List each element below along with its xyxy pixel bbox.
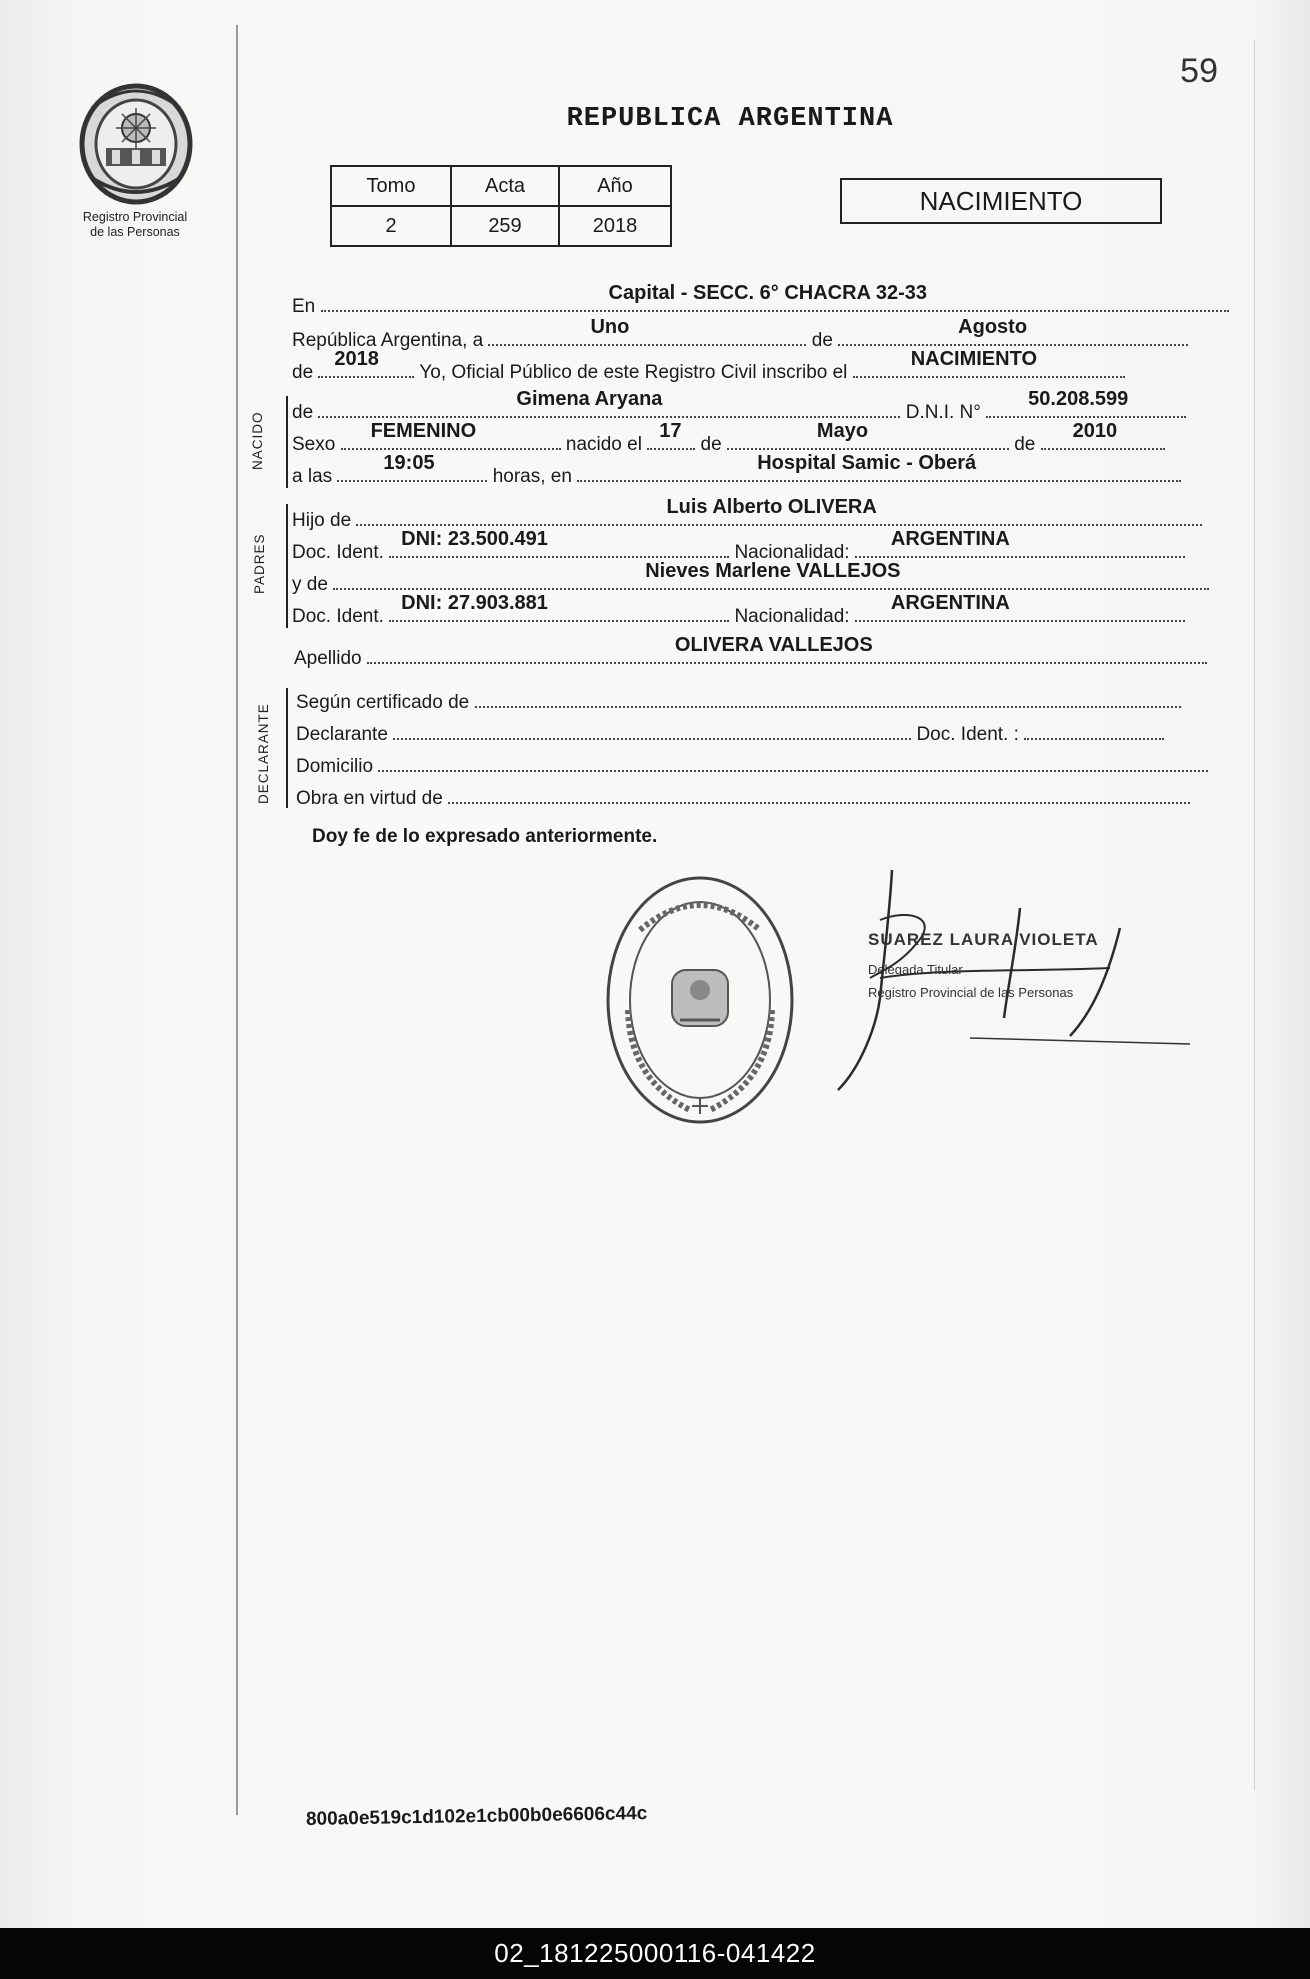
mother-name-field xyxy=(333,560,1209,590)
mother-doc-label: Doc. Ident. xyxy=(292,606,384,627)
row-date xyxy=(292,316,1188,352)
birth-time-value: 19:05 xyxy=(383,452,435,474)
hijo-de-label: Hijo de xyxy=(292,510,352,531)
acta-header: Acta xyxy=(451,166,559,206)
acta-value: 259 xyxy=(451,206,559,246)
file-id-bar: 02_181225000116-041422 xyxy=(0,1928,1310,1979)
registry-name xyxy=(60,210,210,240)
father-nationality-field xyxy=(855,528,1185,558)
declarante-field xyxy=(393,718,911,740)
row-obra xyxy=(296,782,1190,810)
apellido-value: OLIVERA VALLEJOS xyxy=(674,634,873,656)
act-type-box: NACIMIENTO xyxy=(840,178,1162,224)
obra-field xyxy=(448,782,1190,804)
tomo-header: Tomo xyxy=(331,166,451,206)
mother-nationality-value: ARGENTINA xyxy=(890,592,1010,614)
misiones-coat-of-arms-icon xyxy=(72,78,200,208)
document-hash: 800a0e519c1d102e1cb00b0e6606c44c xyxy=(305,1803,648,1830)
padres-bracket xyxy=(286,504,288,628)
birth-place-field xyxy=(577,452,1181,482)
declarante-bracket xyxy=(286,688,288,808)
mother-doc-value: DNI: 27.903.881 xyxy=(401,592,548,614)
registry-name-line1: Registro Provincial xyxy=(82,210,188,224)
nacido-bracket xyxy=(286,396,288,488)
father-nationality-label: Nacionalidad: xyxy=(734,542,850,563)
officer-text: Yo, Oficial Público de este Registro Civil inscribo el xyxy=(419,362,848,383)
declarante-doc-field xyxy=(1024,718,1164,740)
tomo-value: 2 xyxy=(331,206,451,246)
ano-header: Año xyxy=(559,166,671,206)
father-name-field xyxy=(356,496,1202,526)
birth-de-label-2: de xyxy=(1014,434,1036,455)
father-name-value: Luis Alberto OLIVERA xyxy=(666,496,877,518)
row-declarante xyxy=(296,718,1164,746)
birth-month-field xyxy=(727,420,1009,450)
signature-org: Registro Provincial de las Personas xyxy=(868,985,1074,1000)
birth-day-value: 17 xyxy=(659,420,682,442)
registry-table xyxy=(330,165,672,247)
en-label: En xyxy=(292,296,316,317)
sexo-value: FEMENINO xyxy=(370,420,477,442)
dni-value: 50.208.599 xyxy=(1028,388,1129,410)
row-year xyxy=(292,348,1125,384)
domicilio-label: Domicilio xyxy=(296,756,374,777)
father-doc-field xyxy=(389,528,729,558)
segun-certificado-field xyxy=(475,686,1181,708)
father-doc-value: DNI: 23.500.491 xyxy=(401,528,548,550)
sexo-field xyxy=(341,420,561,450)
birth-place-value: Hospital Samic - Oberá xyxy=(757,452,977,474)
year-label: de xyxy=(292,362,314,383)
sexo-label: Sexo xyxy=(292,434,336,455)
child-name-field xyxy=(318,388,900,418)
place-value: Capital - SECC. 6° CHACRA 32-33 xyxy=(608,282,927,304)
dni-field xyxy=(986,388,1186,418)
row-apellido xyxy=(294,634,1207,670)
ano-value: 2018 xyxy=(559,206,671,246)
registry-table-value-row xyxy=(331,206,671,246)
apellido-field xyxy=(367,634,1207,664)
row-mother-doc xyxy=(292,592,1185,628)
nacido-el-label: nacido el xyxy=(565,434,642,455)
mother-name-value: Nieves Marlene VALLEJOS xyxy=(645,560,901,582)
padres-section-label: PADRES xyxy=(252,533,267,594)
birth-de-label: de xyxy=(700,434,722,455)
row-domicilio xyxy=(296,750,1208,778)
handwritten-signature-icon xyxy=(820,868,1200,1098)
de-label: de xyxy=(811,330,833,351)
declarante-section-label: DECLARANTE xyxy=(256,703,271,804)
day-field xyxy=(488,316,806,346)
birth-time-field xyxy=(337,452,487,482)
birth-day-field xyxy=(647,420,695,450)
birth-month-value: Mayo xyxy=(816,420,869,442)
month-value: Agosto xyxy=(958,316,1028,338)
closing-statement: Doy fe de lo expresado anteriormente. xyxy=(312,826,658,847)
segun-certificado-label: Según certificado de xyxy=(296,692,470,713)
signature-role: Delegada Titular xyxy=(868,962,963,977)
birth-year-value: 2010 xyxy=(1072,420,1118,442)
row-place xyxy=(292,282,1229,318)
row-time-place xyxy=(292,452,1181,488)
signature-name: SUAREZ LAURA VIOLETA xyxy=(868,930,1099,949)
registry-name-line2: de las Personas xyxy=(90,225,180,239)
y-de-label: y de xyxy=(292,574,328,595)
page-number: 59 xyxy=(1180,52,1218,90)
right-margin-rule xyxy=(1254,40,1255,1790)
row-certificado xyxy=(296,686,1181,714)
country-title: REPUBLICA ARGENTINA xyxy=(566,104,894,134)
father-doc-label: Doc. Ident. xyxy=(292,542,384,563)
birth-year-field xyxy=(1041,420,1165,450)
child-name-value: Gimena Aryana xyxy=(516,388,663,410)
day-value: Uno xyxy=(590,316,630,338)
declarante-label: Declarante xyxy=(296,724,388,745)
mother-nationality-label: Nacionalidad: xyxy=(734,606,850,627)
mother-doc-field xyxy=(389,592,729,622)
apellido-label: Apellido xyxy=(294,648,362,669)
father-nationality-value: ARGENTINA xyxy=(890,528,1010,550)
republic-label: República Argentina, a xyxy=(292,330,484,351)
horas-en-label: horas, en xyxy=(492,466,572,487)
year-value: 2018 xyxy=(334,348,379,370)
nacido-section-label: NACIDO xyxy=(250,411,265,470)
domicilio-field xyxy=(378,750,1208,772)
registry-table-header-row xyxy=(331,166,671,206)
dni-label: D.N.I. N° xyxy=(905,402,981,423)
a-las-label: a las xyxy=(292,466,333,487)
month-field xyxy=(838,316,1188,346)
year-field xyxy=(318,348,414,378)
child-de-label: de xyxy=(292,402,314,423)
record-field xyxy=(853,348,1125,378)
official-stamp-icon xyxy=(600,870,800,1130)
place-field xyxy=(321,282,1229,312)
mother-nationality-field xyxy=(855,592,1185,622)
obra-label: Obra en virtud de xyxy=(296,788,443,809)
left-margin-rule xyxy=(236,25,238,1815)
record-value: NACIMIENTO xyxy=(910,348,1038,370)
declarante-doc-label: Doc. Ident. : xyxy=(916,724,1019,745)
